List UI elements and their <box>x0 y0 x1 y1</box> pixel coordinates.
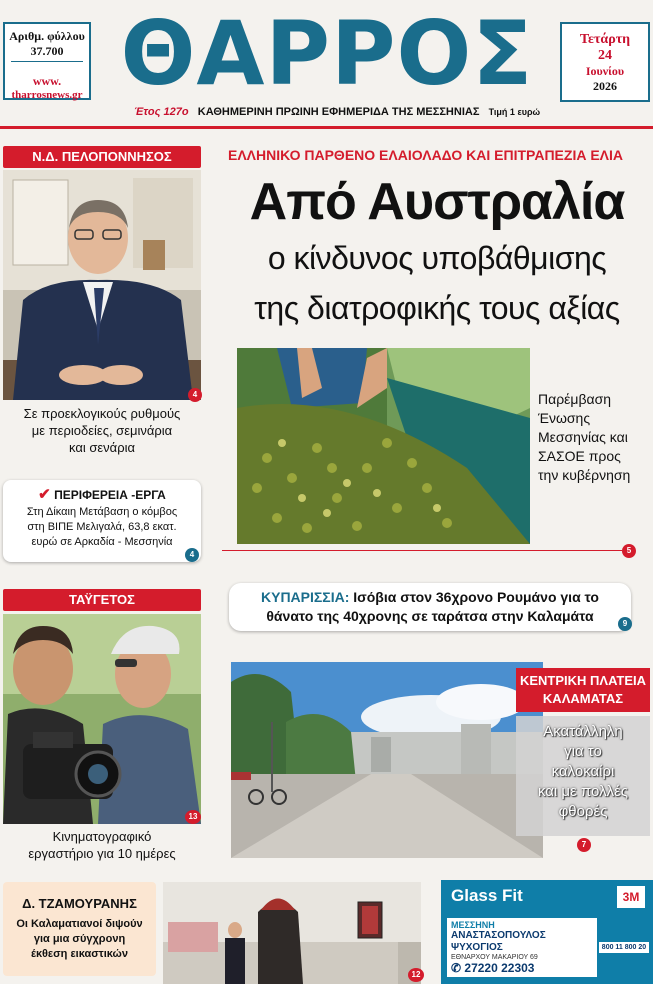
region-box-title: ΠΕΡΙΦΕΡΕΙΑ -ΕΡΓΑ <box>54 488 166 502</box>
film-workshop-illustration <box>3 614 201 824</box>
masthead-rule <box>0 126 653 129</box>
page-badge: 4 <box>185 548 199 562</box>
square-illustration <box>231 662 543 858</box>
tzamouranis-line: έκθεση εικαστικών <box>31 948 128 960</box>
exhibition-illustration <box>163 882 421 984</box>
side-line: Παρέμβαση <box>538 391 612 407</box>
side-line: την κυβέρνηση <box>538 467 631 483</box>
ad-address: ΕΘΝΑΡΧΟΥ ΜΑΚΑΡΙΟΥ 69 <box>451 954 538 961</box>
politician-photo[interactable] <box>3 170 201 400</box>
olives-photo[interactable] <box>237 348 530 544</box>
caption-line: Σε προεκλογικούς ρυθμούς <box>23 406 181 421</box>
side-line: ΣΑΣΟΕ προς <box>538 448 621 464</box>
lead-subhead[interactable]: ο κίνδυνος υποβάθμισης <box>267 240 607 276</box>
tagline-row <box>134 106 554 118</box>
website-line1[interactable]: www. <box>32 74 62 88</box>
ad-city: ΜΕΣΣΗΝΗ <box>451 920 495 930</box>
tagline-text: ΚΑΘΗΜΕΡΙΝΗ ΠΡΩΙΝΗ ΕΦΗΜΕΡΙΔΑ ΤΗΣ ΜΕΣΣΗΝΙΑΣ <box>197 106 480 118</box>
politician-illustration <box>3 170 201 400</box>
ad-name: ΨΥΧΟΓΙΟΣ <box>451 942 503 953</box>
issue-number: 37.700 <box>30 44 64 58</box>
left-top-caption[interactable] <box>3 405 201 456</box>
caption-line: εργαστήριο για 10 ημέρες <box>28 846 176 861</box>
issue-label: Αριθμ. φύλλου <box>9 29 85 43</box>
region-line: Στη Δίκαιη Μετάβαση ο κόμβος <box>26 506 178 518</box>
square-text-line: για το <box>564 743 602 760</box>
square-title-line: ΚΕΝΤΡΙΚΗ ΠΛΑΤΕΙΑ <box>519 673 647 688</box>
region-line: στη ΒΙΠΕ Μελιγαλά, 63,8 εκατ. <box>27 521 177 533</box>
lead-kicker[interactable]: ΕΛΛΗΝΙΚΟ ΠΑΡΘΕΝΟ ΕΛΑΙΟΛΑΔΟ ΚΑΙ ΕΠΙΤΡΑΠΕΖΙΑ ΕΛΙΑ <box>228 147 624 163</box>
page-badge: 7 <box>577 838 591 852</box>
section-taygetos[interactable]: ΤΑΫΓΕΤΟΣ <box>3 589 201 611</box>
side-line: Ένωσης <box>538 410 591 426</box>
section-nd-peloponnese[interactable]: Ν.Δ. ΠΕΛΟΠΟΝΝΗΣΟΣ <box>3 146 201 168</box>
region-works-box[interactable] <box>3 480 201 562</box>
ad-phone-row <box>451 961 593 975</box>
ad-name: ΑΝΑΣΤΑΣΟΠΟΥΛΟΣ <box>451 930 546 941</box>
ad-brand: Glass Fit <box>451 886 523 905</box>
date-month: Ιουνίου <box>585 64 625 78</box>
exhibition-photo[interactable] <box>163 882 421 984</box>
tzamouranis-line: Οι Καλαματιανοί διψούν <box>16 918 143 930</box>
issue-box <box>3 22 91 100</box>
ad-free-phone[interactable]: 800 11 800 20 <box>599 942 649 953</box>
page-badge: 13 <box>185 810 201 824</box>
price-label: Τιμή 1 ευρώ <box>488 107 541 117</box>
page-badge: 9 <box>618 617 632 631</box>
square-text-box[interactable] <box>516 716 650 836</box>
tzamouranis-box[interactable] <box>3 882 156 976</box>
tzamouranis-name: Δ. ΤΖΑΜΟΥΡΑΝΗΣ <box>22 896 137 911</box>
caption-line: με περιοδείες, σεμινάρια <box>31 423 173 438</box>
square-title-line: ΚΑΛΑΜΑΤΑΣ <box>542 691 624 706</box>
lead-headline[interactable]: Από Αυστραλία <box>249 173 625 231</box>
lead-divider <box>222 550 622 551</box>
ad-phone[interactable]: 27220 22303 <box>464 961 535 975</box>
page-badge: 5 <box>622 544 636 558</box>
caption-line: Κινηματογραφικό <box>52 829 152 844</box>
date-year: 2026 <box>593 79 617 93</box>
page-badge: 12 <box>408 968 424 982</box>
phone-icon: ✆ <box>451 961 462 975</box>
square-title-box[interactable] <box>516 668 650 712</box>
kyparissia-box[interactable] <box>229 583 631 631</box>
square-text-line: και με πολλές <box>537 783 629 800</box>
region-line: ευρώ σε Αρκαδία - Μεσσηνία <box>31 536 173 548</box>
side-line: Μεσσηνίας και <box>538 429 628 445</box>
website-link[interactable]: tharrosnews.gr <box>11 89 83 101</box>
newspaper-logo: ΘΑΡΡΟΣ <box>120 2 534 105</box>
page-badge: 4 <box>188 388 202 402</box>
kyparissia-label: ΚΥΠΑΡΙΣΣΙΑ: <box>261 589 350 605</box>
lead-subhead[interactable]: της διατροφικής τους αξίας <box>254 290 620 326</box>
year-label: Έτος 127ο <box>134 106 189 118</box>
olives-illustration <box>237 348 530 544</box>
lead-side-text[interactable] <box>538 390 648 485</box>
check-icon: ✔ <box>38 486 51 503</box>
square-text-line: Ακατάλληλη <box>543 723 623 740</box>
glassfit-ad[interactable] <box>441 880 653 984</box>
ad-badge: 3M <box>617 886 645 908</box>
square-text-line: φθορές <box>558 803 608 820</box>
kyparissia-text: Ισόβια στον 36χρονο Ρουμάνο για το <box>353 589 599 605</box>
issue-divider <box>11 61 83 62</box>
date-day: Τετάρτη <box>579 32 631 47</box>
square-text-line: καλοκαίρι <box>551 763 615 780</box>
tzamouranis-line: για μια σύγχρονη <box>33 933 126 945</box>
kyparissia-text: θάνατο της 40χρονης σε ταράτσα στην Καλαμάτα <box>266 608 594 624</box>
taygetos-caption[interactable] <box>3 828 201 862</box>
caption-line: και σενάρια <box>69 440 135 455</box>
date-box <box>560 22 650 102</box>
film-workshop-photo[interactable] <box>3 614 201 824</box>
date-number: 24 <box>598 48 612 63</box>
square-photo[interactable] <box>231 662 543 858</box>
